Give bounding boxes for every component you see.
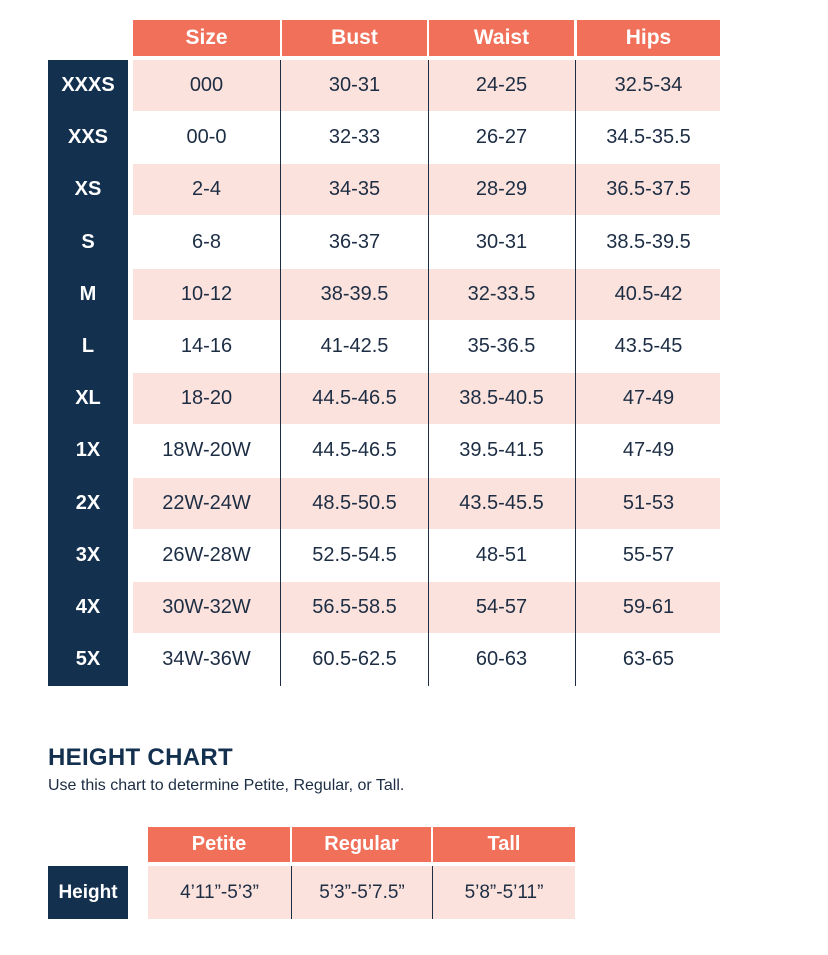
size-row-label: 4X — [75, 596, 101, 618]
table-cell: 43.5-45.5 — [459, 491, 544, 514]
table-cell: 32.5-34 — [614, 74, 683, 96]
table-cell: 24-25 — [475, 74, 528, 96]
height-chart-title: HEIGHT CHART — [48, 744, 233, 771]
height-petite-value: 4’11”-5’3” — [180, 881, 259, 903]
table-cell: 47-49 — [622, 439, 675, 462]
table-cell: 41-42.5 — [320, 335, 389, 357]
size-row-label: L — [81, 335, 95, 357]
table-cell: 51-53 — [622, 491, 675, 514]
table-cell: 38.5-40.5 — [459, 387, 544, 410]
table-cell: 48.5-50.5 — [312, 491, 397, 514]
header-size: Size — [133, 20, 280, 56]
table-cell: 60.5-62.5 — [312, 648, 397, 671]
table-cell: 30-31 — [475, 230, 528, 253]
header-bust: Bust — [282, 20, 427, 56]
table-cell: 34-35 — [328, 178, 381, 201]
table-cell: 54-57 — [475, 596, 528, 618]
table-cell: 32-33 — [328, 126, 381, 149]
size-row-label: 5X — [75, 648, 101, 671]
header-hips: Hips — [577, 20, 720, 56]
table-cell: 10-12 — [180, 282, 233, 305]
table-cell: 39.5-41.5 — [459, 439, 544, 462]
table-cell: 000 — [189, 74, 224, 96]
header-tall: Tall — [433, 827, 575, 862]
table-cell: 34.5-35.5 — [606, 126, 691, 149]
table-cell: 18W-20W — [162, 439, 251, 462]
table-cell: 55-57 — [622, 543, 675, 566]
size-row-label: S — [81, 230, 95, 253]
height-regular-value: 5’3”-5’7.5” — [319, 881, 405, 903]
column-divider — [575, 60, 576, 686]
height-chart-subtitle: Use this chart to determine Petite, Regular, or Tall. — [48, 777, 405, 794]
table-cell: 22W-24W — [162, 491, 251, 514]
table-cell: 52.5-54.5 — [312, 543, 397, 566]
size-row-label: 3X — [75, 543, 101, 566]
table-cell: 56.5-58.5 — [312, 596, 397, 618]
table-cell: 38.5-39.5 — [606, 230, 691, 253]
table-cell: 43.5-45 — [614, 335, 683, 357]
table-cell: 48-51 — [475, 543, 528, 566]
height-row-label: Height — [48, 866, 128, 919]
table-cell: 14-16 — [180, 335, 233, 357]
column-divider — [432, 866, 433, 919]
table-cell: 44.5-46.5 — [312, 439, 397, 462]
table-cell: 35-36.5 — [467, 335, 536, 357]
table-cell: 28-29 — [475, 178, 528, 201]
size-row-label: 2X — [75, 491, 101, 514]
table-cell: 18-20 — [180, 387, 233, 410]
table-cell: 36.5-37.5 — [606, 178, 691, 201]
header-regular: Regular — [292, 827, 431, 862]
size-row-label: XL — [75, 387, 101, 410]
table-cell: 26-27 — [475, 126, 528, 149]
header-waist: Waist — [429, 20, 574, 56]
table-cell: 60-63 — [475, 648, 528, 671]
table-cell: 2-4 — [192, 178, 221, 201]
size-row-label: XXXS — [61, 74, 115, 96]
size-row-label: 1X — [75, 439, 101, 462]
height-tall-value: 5’8”-5’11” — [464, 881, 544, 903]
table-cell: 36-37 — [328, 230, 381, 253]
column-divider — [428, 60, 429, 686]
header-petite: Petite — [148, 827, 290, 862]
table-cell: 38-39.5 — [320, 282, 389, 305]
column-divider — [291, 866, 292, 919]
table-cell: 32-33.5 — [467, 282, 536, 305]
table-cell: 44.5-46.5 — [312, 387, 397, 410]
table-cell: 30W-32W — [162, 596, 251, 618]
size-row-label: XXS — [67, 126, 109, 149]
table-cell: 63-65 — [622, 648, 675, 671]
table-cell: 30-31 — [328, 74, 381, 96]
table-cell: 26W-28W — [162, 543, 251, 566]
table-cell: 00-0 — [186, 126, 227, 149]
column-divider — [280, 60, 281, 686]
table-cell: 6-8 — [192, 230, 221, 253]
table-cell: 34W-36W — [162, 648, 251, 671]
table-cell: 40.5-42 — [614, 282, 683, 305]
table-cell: 47-49 — [622, 387, 675, 410]
size-row-label: XS — [74, 178, 102, 201]
table-cell: 59-61 — [622, 596, 675, 618]
size-row-label: M — [79, 282, 97, 305]
